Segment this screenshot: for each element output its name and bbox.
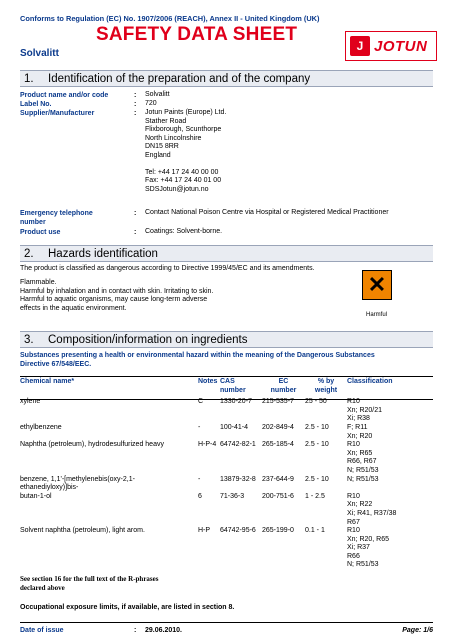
footer-divider xyxy=(20,622,433,623)
section-2-heading xyxy=(20,245,433,262)
emergency-value: Contact National Poison Centre via Hospital or Registered Medical Practitioner xyxy=(145,209,389,216)
chemical-name-cell: ethylbenzene xyxy=(20,423,62,431)
chemical-name-cell: butan-1-ol xyxy=(20,492,52,500)
colon: : xyxy=(134,210,137,217)
phone-line: Tel: +44 17 24 40 00 00 xyxy=(145,168,219,176)
email-line: SDSJotun@jotun.no xyxy=(145,185,209,193)
product-name-label: Product name and/or code xyxy=(20,92,109,99)
regulation-line: Conforms to Regulation (EC) No. 1907/2006 (REACH), Annex II - United Kingdom (UK) xyxy=(20,14,320,23)
classification-cell: N; R51/53 xyxy=(347,475,379,483)
section-1-heading xyxy=(20,70,433,87)
notes-cell: - xyxy=(198,423,201,431)
logo-text: JOTUN xyxy=(374,37,428,55)
label-no-label: Label No. xyxy=(20,101,52,108)
colon: : xyxy=(134,110,137,117)
product-name-value: Solvalitt xyxy=(145,91,170,98)
harmful-hazard-icon: ✕ xyxy=(362,270,392,300)
exposure-limits-note: Occupational exposure limits, if available, are listed in section 8. xyxy=(20,604,235,611)
notes-cell: - xyxy=(198,475,201,483)
notes-cell: H-P xyxy=(198,527,211,535)
percent-cell: 25 - 50 xyxy=(305,398,327,406)
emergency-label: Emergency telephone number xyxy=(20,210,93,226)
supplier-label: Supplier/Manufacturer xyxy=(20,110,95,117)
product-use-value: Coatings: Solvent-borne. xyxy=(145,228,223,235)
colon: : xyxy=(134,229,137,236)
chemical-name-cell: Naphtha (petroleum), hydrodesulfurized heavy xyxy=(20,441,164,449)
col-percent: % by weight xyxy=(314,378,338,394)
col-notes: Notes xyxy=(198,378,218,385)
document-title: SAFETY DATA SHEET xyxy=(96,24,298,45)
notes-cell: 6 xyxy=(198,492,202,500)
table-row xyxy=(20,424,433,441)
colon: : xyxy=(134,627,137,634)
ingredients-table xyxy=(20,378,433,570)
ec-cell: 215-535-7 xyxy=(262,398,294,406)
label-no-value: 720 xyxy=(145,100,157,107)
percent-cell: 2.5 - 10 xyxy=(305,475,329,483)
cas-cell: 100-41-4 xyxy=(220,423,249,431)
section-number: 3. xyxy=(24,333,34,346)
ec-cell: 265-185-4 xyxy=(262,441,294,449)
product-name-header: Solvalitt xyxy=(20,48,59,59)
fax-line: Fax: +44 17 24 40 01 00 xyxy=(145,177,222,185)
date-of-issue-label: Date of issue xyxy=(20,627,64,634)
jotun-logo xyxy=(345,31,437,61)
section-3-heading xyxy=(20,331,433,348)
hazard-symbol-caption: Harmful xyxy=(366,312,388,318)
hazard-line: effects in the aquatic environment. xyxy=(20,304,127,312)
date-of-issue-value: 29.06.2010. xyxy=(145,627,182,634)
cas-cell: 13879-32-8 xyxy=(220,475,256,483)
notes-cell: H-P-4 xyxy=(198,441,217,449)
classification-statement: The product is classified as dangerous according to Directive 1999/45/EC and its amendments. xyxy=(20,265,315,272)
percent-cell: 0.1 - 1 xyxy=(305,527,325,535)
address-line: North Lincolnshire xyxy=(145,134,202,142)
table-row xyxy=(20,476,433,493)
address-line: Flixborough, Scunthorpe xyxy=(145,126,222,134)
hazard-line: Flammable. xyxy=(20,279,57,286)
percent-cell: 2.5 - 10 xyxy=(305,441,329,449)
chemical-name-cell: xylene xyxy=(20,398,41,406)
cas-cell: 64742-82-1 xyxy=(220,441,256,449)
hazard-phrases xyxy=(20,279,350,313)
ec-cell: 265-199-0 xyxy=(262,527,294,535)
hazard-line: Harmful by inhalation and in contact with skin. Irritating to skin. xyxy=(20,287,214,295)
cas-cell: 1330-20-7 xyxy=(220,398,252,406)
address-line: DN15 8RR xyxy=(145,143,179,151)
table-row xyxy=(20,527,433,570)
ec-cell: 200-751-6 xyxy=(262,492,294,500)
chemical-name-cell: Solvent naphtha (petroleum), light arom. xyxy=(20,527,145,535)
supplier-address xyxy=(145,109,226,194)
classification-cell: R10 Xn; R65 R66, R67 N; R51/53 xyxy=(347,441,379,474)
table-row xyxy=(20,493,433,527)
classification-cell: R10 Xn; R20, R65 Xi; R37 R66 N; R51/53 xyxy=(347,527,390,569)
address-line: Jotun Paints (Europe) Ltd. xyxy=(145,109,227,116)
section-title: Composition/information on ingredients xyxy=(48,333,248,346)
col-classification: Classification xyxy=(347,378,393,385)
page-number: Page: 1/6 xyxy=(402,627,433,634)
cas-cell: 64742-95-6 xyxy=(220,527,256,535)
ec-cell: 202-849-4 xyxy=(262,423,294,431)
col-cas: CAS number xyxy=(220,378,246,394)
section-title: Hazards identification xyxy=(48,247,158,260)
hazard-line: Harmful to aquatic organisms, may cause long-term adverse xyxy=(20,296,208,304)
section-number: 1. xyxy=(24,72,34,85)
classification-cell: R10 Xn; R22 Xi; R41, R37/38 R67 xyxy=(347,492,397,526)
classification-cell: F; R11 Xn; R20 xyxy=(347,423,373,440)
colon: : xyxy=(134,92,137,99)
notes-cell: C xyxy=(198,398,204,406)
colon: : xyxy=(134,101,137,108)
logo-mark: J xyxy=(350,36,370,56)
cas-cell: 71-36-3 xyxy=(220,492,245,500)
product-use-label: Product use xyxy=(20,229,61,236)
substances-intro: Substances presenting a health or environmental hazard within the meaning of the Dangerous Substances Directive 67/548/EEC. xyxy=(20,352,375,368)
ec-cell: 237-644-9 xyxy=(262,475,294,483)
table-row xyxy=(20,395,433,424)
table-row xyxy=(20,441,433,475)
percent-cell: 1 - 2.5 xyxy=(305,492,325,500)
section-number: 2. xyxy=(24,247,34,260)
table-header-row xyxy=(20,378,433,395)
r-phrase-footnote: See section 16 for the full text of the R-phrases declared above xyxy=(20,575,159,592)
address-line: England xyxy=(145,151,171,159)
percent-cell: 2.5 - 10 xyxy=(305,423,329,431)
col-ec: EC number xyxy=(270,378,297,394)
chemical-name-cell: benzene, 1,1'-[methylenebis(oxy-2,1- ethanediyloxy)]bis- xyxy=(20,475,135,492)
address-line: Stather Road xyxy=(145,117,187,125)
section-title: Identification of the preparation and of the company xyxy=(48,72,311,85)
classification-cell: R10 Xn; R20/21 Xi; R38 xyxy=(347,398,383,423)
col-chemical-name: Chemical name* xyxy=(20,378,75,385)
